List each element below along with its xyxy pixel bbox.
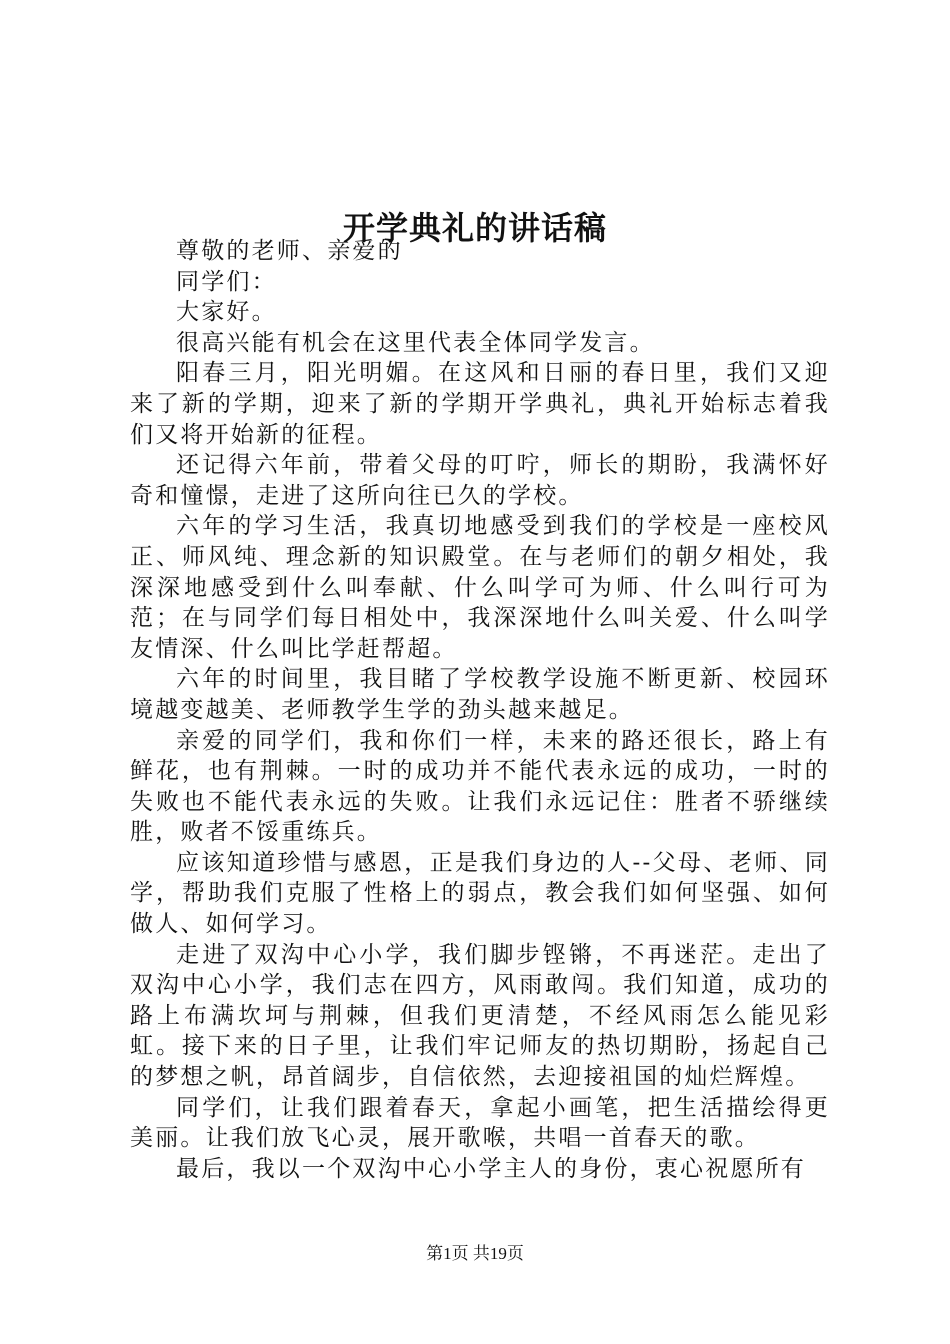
document-title: 开学典礼的讲话稿 <box>342 209 607 248</box>
paragraph: 应该知道珍惜与感恩，正是我们身边的人--父母、老师、同学，帮助我们克服了性格上的弱点，教会我们如何坚强、如何做人、如何学习。 <box>130 849 830 938</box>
paragraph-salutation-continued: 同学们： <box>176 268 277 295</box>
paragraph: 六年的时间里，我目睹了学校教学设施不断更新、校园环境越变越美、老师教学生学的劲头越来越足。 <box>130 666 830 723</box>
paragraph: 还记得六年前，带着父母的叮咛，师长的期盼，我满怀好奇和憧憬，走进了这所向往已久的学校。 <box>130 452 830 509</box>
page-number-footer: 第1页 共19页 <box>426 1244 524 1263</box>
paragraph: 亲爱的同学们，我和你们一样，未来的路还很长，路上有鲜花，也有荆棘。一时的成功并不能代表永远的成功，一时的失败也不能代表永远的失败。让我们永远记住：胜者不骄继续胜，败者不馁重练兵。 <box>130 727 830 846</box>
paragraph: 同学们，让我们跟着春天，拿起小画笔，把生活描绘得更美丽。让我们放飞心灵，展开歌喉，共唱一首春天的歌。 <box>130 1094 830 1152</box>
paragraph: 六年的学习生活，我真切地感受到我们的学校是一座校风正、师风纯、理念新的知识殿堂。在与老师们的朝夕相处，我深深地感受到什么叫奉献、什么叫学可为师、什么叫行可为范；在与同学们每日相处中，我深深地什么叫关爱、什么叫学友情深、什么叫比学赶帮超。 <box>130 513 830 662</box>
paragraph-greeting: 大家好。 <box>176 299 277 326</box>
paragraph: 走进了双沟中心小学，我们脚步铿锵，不再迷茫。走出了双沟中心小学，我们志在四方，风雨敢闯。我们知道，成功的路上布满坎坷与荆棘，但我们更清楚，不经风雨怎么能见彩虹。接下来的日子里，让我们牢记师友的热切期盼，扬起自己的梦想之帆，昂首阔步，自信依然，去迎接祖国的灿烂辉煌。 <box>130 941 830 1091</box>
paragraph: 很高兴能有机会在这里代表全体同学发言。 <box>176 329 655 356</box>
paragraph: 阳春三月，阳光明媚。在这风和日丽的春日里，我们又迎来了新的学期，迎来了新的学期开学典礼，典礼开始标志着我们又将开始新的征程。 <box>130 360 830 448</box>
paragraph: 最后，我以一个双沟中心小学主人的身份，衷心祝愿所有 <box>176 1155 806 1182</box>
paragraph-salutation: 尊敬的老师、亲爱的 <box>176 238 403 264</box>
document-body <box>130 236 830 1184</box>
